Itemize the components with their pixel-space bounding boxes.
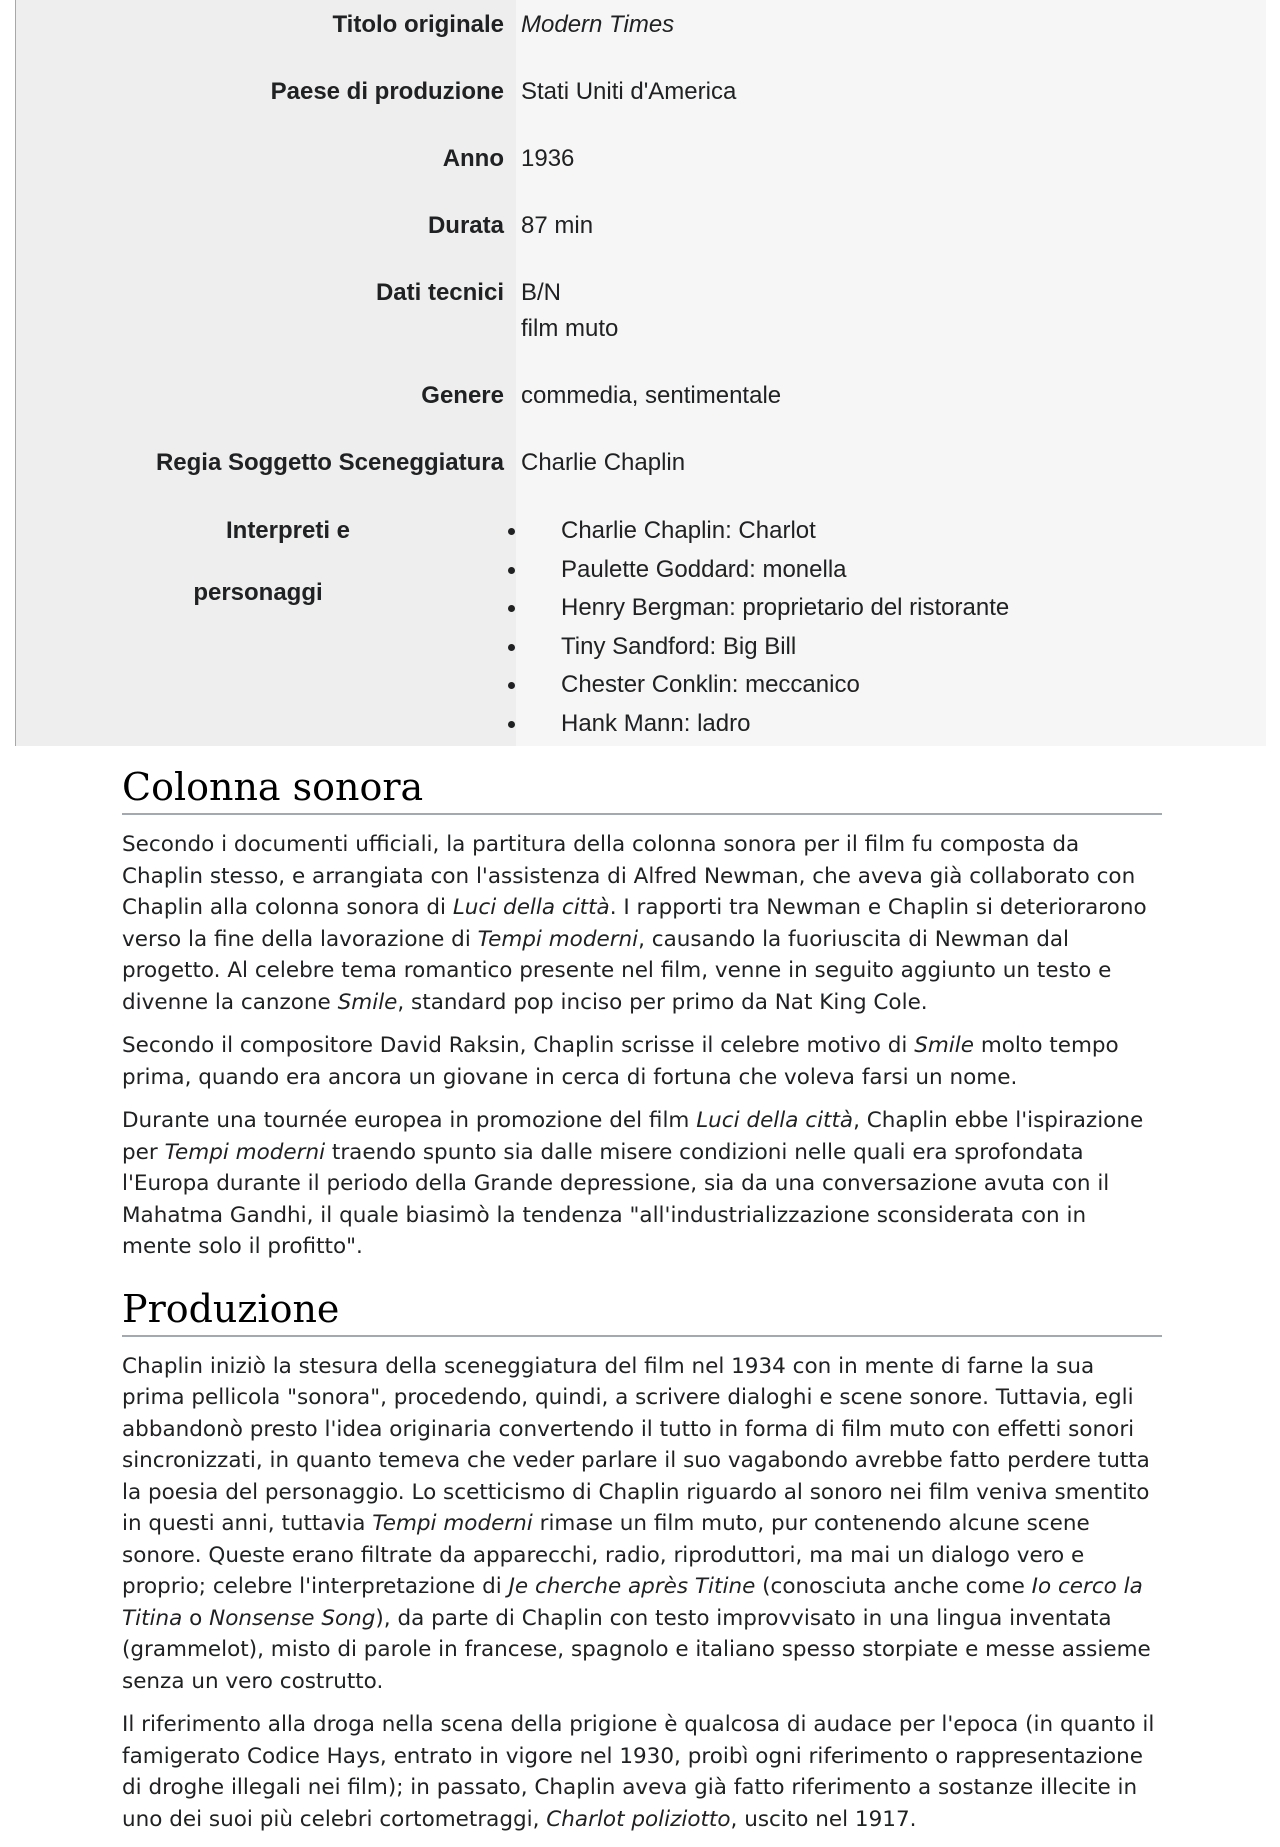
cast-item[interactable]: Charlie Chaplin: Charlot (521, 512, 1009, 551)
song-title: Io cerco la Titina (122, 1574, 1143, 1631)
infobox-label-anno: Anno (442, 145, 504, 172)
paragraph-produzione-1 (122, 1351, 1162, 1698)
interpreti-line1: Interpreti e (225, 517, 351, 544)
song-title-link[interactable]: Smile (337, 989, 398, 1015)
song-title-link[interactable]: Je cherche après Titine (508, 1574, 756, 1599)
text-run: molto tempo prima, quando era ancora un giovane in cerca di fortuna che voleva farsi un nome. (122, 1033, 1119, 1090)
cast-item[interactable]: Henry Bergman: proprietario del ristorante (521, 589, 1009, 628)
film-title: Tempi moderni (164, 1139, 326, 1165)
text-run: rimase un film muto, pur contenendo alcune scene sonore. Queste erano filtrate da apparecchi, radio, riproduttori, ma mai un dialogo vero e proprio; celebre l'interpretazione di (122, 1511, 1090, 1599)
infobox-value-paese[interactable]: Stati Uniti d'America (521, 78, 737, 105)
film-title: Tempi moderni (372, 1511, 533, 1536)
infobox-label-titolo: Titolo originale (332, 11, 504, 38)
cast-item[interactable]: Tiny Sandford: Big Bill (521, 628, 1009, 667)
paragraph-produzione-2 (122, 1709, 1162, 1835)
article-content (122, 763, 1162, 1847)
text-run: , uscito nel 1917. (730, 1806, 917, 1832)
text-run: Chaplin iniziò la stesura della sceneggiatura del film nel 1934 con in mente di farne la sua prima pellicola "sonora", procedendo, quindi, a scrivere dialoghi e scene sonore. Tuttavia, egli abbandonò presto l'idea originaria convertendo il tutto in forma di film muto con effetti sonori sincronizzati, in quanto temeva che veder parlare il suo vagabondo avrebbe fatto perdere tutta la poesia del personaggio. Lo scetticismo di Chaplin riguardo al sonoro nei film veniva smentito in questi anni, tuttavia (122, 1353, 1150, 1536)
infobox-value-durata: 87 min (521, 212, 594, 239)
text-run: ), da parte di Chaplin con testo improvvisato in una lingua inventata (grammelot), misto di parole in francese, spagnolo e italiano spesso storpiate e messe assieme senza un vero costrutto. (122, 1605, 1151, 1694)
text-run: Durante una tournée europea in promozione del film (122, 1108, 697, 1133)
text-run: , Chaplin ebbe l'ispirazione per (122, 1108, 1144, 1165)
paragraph-colonna-3 (122, 1105, 1162, 1263)
film-title-link[interactable]: Luci della città (696, 1108, 854, 1133)
text-run: Il riferimento alla droga nella scena della prigione è qualcosa di audace per l'epoca (in quanto il famigerato Codice Hays, entrato in vigore nel 1930, proibì ogni riferimento o rappresentazione di droghe illegali nei film); in passato, Chaplin aveva già fatto riferimento a sostanze illecite in uno dei suoi più celebri cortometraggi, (122, 1712, 1155, 1832)
infobox-value-titolo: Modern Times (521, 11, 675, 38)
infobox-label-regia: Regia Soggetto Sceneggiatura (155, 449, 504, 476)
text-run: Secondo i documenti ufficiali, la partitura della colonna sonora per il film fu composta da Chaplin stesso, e arrangiata con l'assistenza di Alfred Newman, che aveva già collaborato con Chaplin alla colonna sonora di (122, 832, 1136, 920)
paragraph-colonna-2 (122, 1030, 1162, 1093)
text-run: (conosciuta anche come (755, 1574, 1032, 1599)
infobox-label-column (16, 0, 516, 746)
cast-item[interactable]: Hank Mann: ladro (521, 705, 1009, 744)
text-run: traendo spunto sia dalle misere condizioni nelle quali era sprofondata l'Europa durante il periodo della Grande depressione, sia da una conversazione avuta con il Mahatma Gandhi, il quale biasimò la tendenza "all'industrializzazione sconsiderata con in mente solo il profitto". (122, 1139, 1110, 1259)
interpreti-line2: personaggi (193, 579, 323, 606)
text-run: Secondo il compositore David Raksin, Chaplin scrisse il celebre motivo di (122, 1033, 915, 1058)
infobox-value-genere[interactable]: commedia, sentimentale (521, 382, 782, 409)
text-run: , standard pop inciso per primo da Nat King Cole. (397, 989, 928, 1015)
cast-list (521, 512, 1009, 744)
infobox-value-regia[interactable]: Charlie Chaplin (521, 449, 686, 476)
cast-item[interactable]: Chester Conklin: meccanico (521, 666, 1009, 705)
paragraph-colonna-1 (122, 829, 1162, 1018)
text-run: , causando la fuoriuscita di Newman dal progetto. Al celebre tema romantico presente nel film, venne in seguito aggiunto un testo e divenne la canzone (122, 926, 1112, 1015)
film-title: Tempi moderni (477, 926, 639, 952)
film-title-link[interactable]: Luci della città (452, 895, 610, 920)
song-title: Smile (914, 1033, 974, 1058)
text-run: o (182, 1605, 210, 1631)
infobox-label-dati-tecnici: Dati tecnici (375, 279, 504, 306)
section-heading-produzione: Produzione (122, 1285, 1162, 1337)
infobox-value-anno[interactable]: 1936 (521, 145, 575, 172)
text-run: . I rapporti tra Newman e Chaplin si deteriorarono verso la fine della lavorazione di (122, 895, 1147, 952)
infobox-label-paese: Paese di produzione (270, 78, 504, 105)
infobox-label-durata: Durata (427, 212, 504, 239)
infobox-label-interpreti (158, 500, 418, 624)
section-heading-colonna-sonora: Colonna sonora (122, 763, 1162, 815)
infobox-value-film-muto[interactable]: film muto (521, 315, 619, 342)
song-title: Nonsense Song (209, 1605, 376, 1631)
infobox-value-bn[interactable]: B/N (521, 279, 562, 306)
film-title-link[interactable]: Charlot poliziotto (546, 1806, 731, 1832)
cast-item[interactable]: Paulette Goddard: monella (521, 551, 1009, 590)
infobox-label-genere: Genere (421, 382, 504, 409)
infobox (15, 0, 1266, 746)
